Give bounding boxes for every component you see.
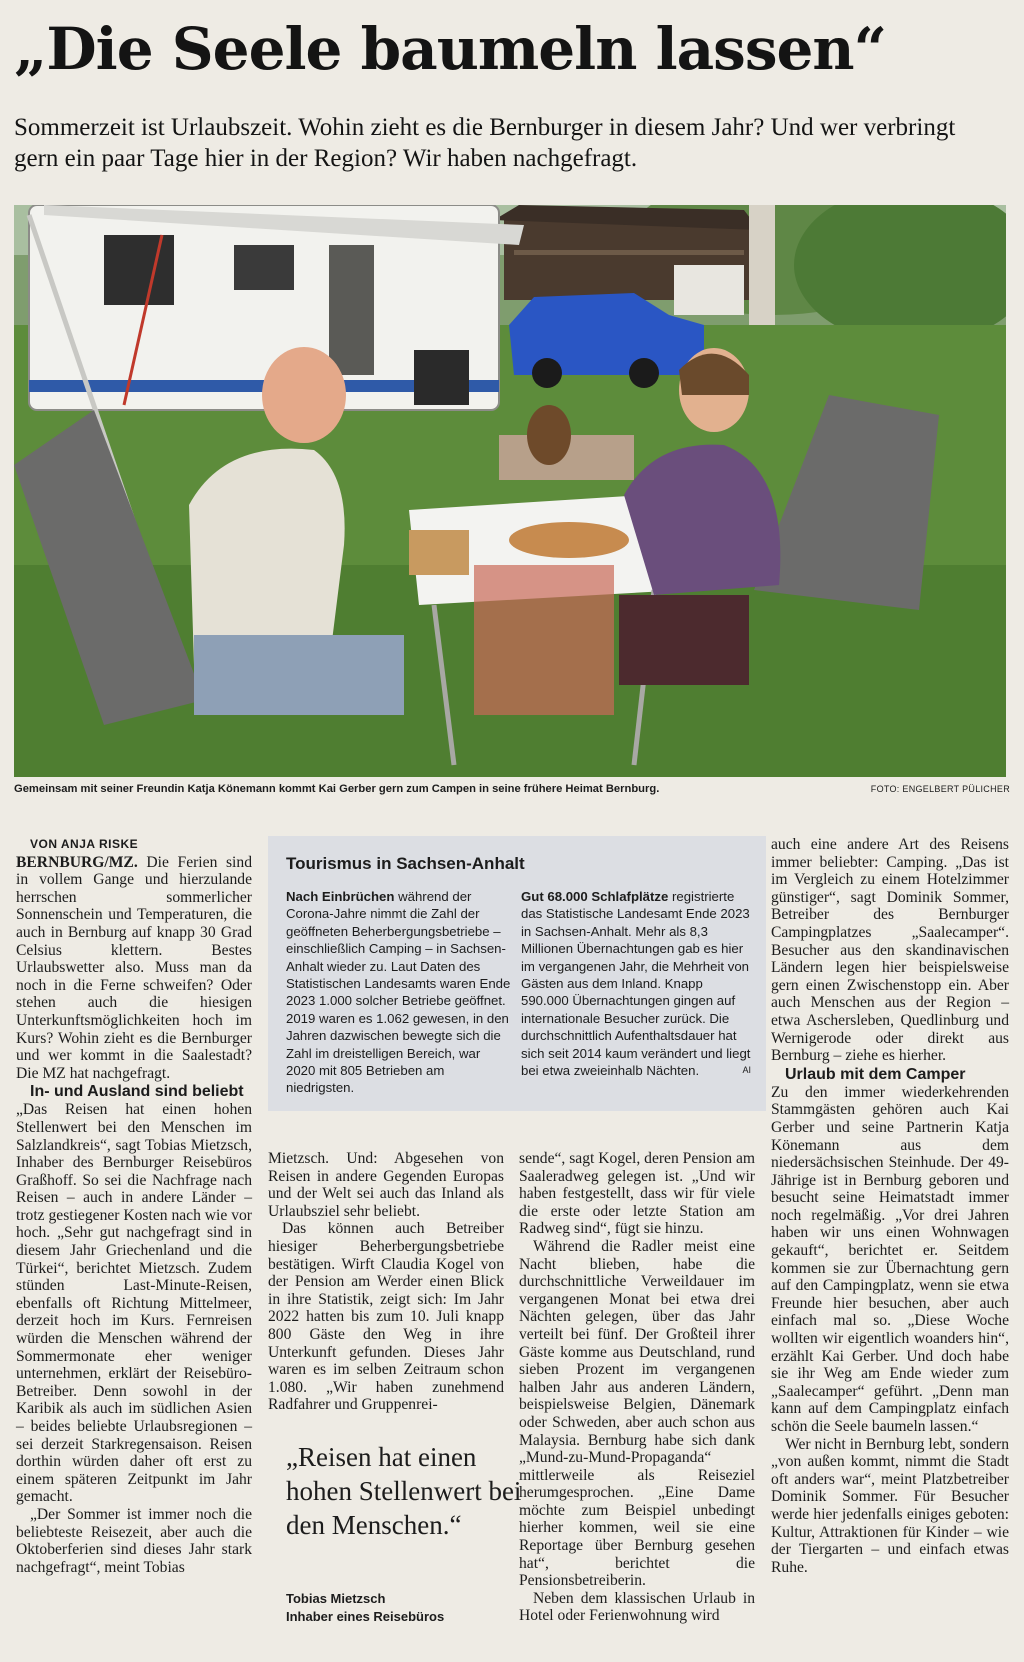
column-2 <box>268 1150 504 1414</box>
column-4 <box>771 836 1009 1576</box>
paragraph <box>16 854 252 1083</box>
pull-quote: „Reisen hat einen hohen Stellenwert bei den Menschen.“ <box>286 1442 522 1540</box>
subheading: Urlaub mit dem Camper <box>785 1065 966 1083</box>
photo-caption: Gemeinsam mit seiner Freundin Katja Könemann kommt Kai Gerber gern zum Campen in seine frühere Heimat Bernburg. <box>14 783 660 795</box>
info-lead: Nach Einbrüchen <box>286 889 395 904</box>
quote-attribution <box>286 1590 444 1626</box>
paragraph: Mietzsch. Und: Abgesehen von Reisen in andere Gegenden Europas und der Welt sei auch das Inland als Urlaubsziel sehr beliebt. <box>268 1150 504 1220</box>
paragraph: auch eine andere Art des Reisens immer beliebter: Camping. „Das ist im Vergleich zu einem Hotelzimmer günstiger“, sagt Dominik Sommer, Betreiber des Bernburger Campingplatzes „Saalecamper“. Besucher aus den skandinavischen Ländern legen hier beispielsweise gern einen Zwischenstopp ein. Aber auch Menschen aus der Region – etwa Aschersleben, Quedlinburg und Wernigerode oder direkt aus Bernburg – ziehe es hierher. <box>771 836 1009 1065</box>
quote-role: Inhaber eines Reisebüros <box>286 1609 445 1624</box>
dateline: BERNBURG/MZ. <box>16 853 138 871</box>
article-photo <box>14 205 1006 777</box>
subheadline: Sommerzeit ist Urlaubszeit. Wohin zieht es die Bernburger in diesem Jahr? Und wer verbringt gern ein paar Tage hier in der Region? Wir haben nachgefragt. <box>14 114 956 172</box>
info-text: registrierte das Statistische Landesamt Ende 2023 in Sachsen-Anhalt. Mehr als 8,3 Millionen Übernachtungen gab es hier im vergangenen Jahr, die Mehrheit von Gästen aus dem Inland. Knapp 590.000 Übernachtungen gingen auf internationale Besucher zurück. Die durchschnittlich Aufenthaltsdauer hat sich seit 2014 kaum verändert und liegt bei etwa zweieinhalb Nächten. <box>521 889 751 1079</box>
paragraph: Zu den immer wiederkehrenden Stammgästen gehören auch Kai Gerber und seine Partnerin Katja Könemann aus dem niedersächsischen Steinhude. Der 49-Jährige ist in Bernburg geboren und besucht seine Heimatstadt immer noch regelmäßig. „Vor drei Jahren haben wir uns einen Wohnwagen gekauft“, berichtet er. Seitdem kommen sie zur Übernachtung gern auf den Campingplatz, wenn sie etwa Freunde hier besuchen, aber auch einfach mal so. „Diese Woche wollten wir eigentlich woanders hin“, erzählt Kai Gerber. Und doch habe sie ihr Weg am Ende wieder zum „Saalecamper“ geführt. „Denn man kann auf dem Campingplatz einfach schön die Seele baumeln lassen.“ <box>771 1083 1009 1435</box>
paragraph: „Der Sommer ist immer noch die beliebteste Reisezeit, aber auch die Oktoberferien sind dieses Jahr stark nachgefragt“, meint Tobias <box>16 1505 252 1576</box>
quote-name: Tobias Mietzsch <box>286 1591 386 1606</box>
info-box-left <box>286 888 512 1097</box>
info-box-right <box>521 888 751 1079</box>
info-text: während der Corona-Jahre nimmt die Zahl der geöffneten Beherbergungsbetriebe – einschließlich Camping – in Sachsen-Anhalt wieder zu. Laut Daten des Statistischen Landesamts waren Ende 2023 1.000 solcher Betriebe geöffnet. 2019 waren es 1.062 gewesen, in den Jahren dazwischen bewegte sich die Zahl im dreistelligen Bereich, war 2020 mit 805 Betrieben am niedrigsten. <box>286 889 511 1096</box>
headline: „Die Seele baumeln lassen“ <box>14 15 886 83</box>
paragraph: sende“, sagt Kogel, deren Pension am Saaleradweg gelegen ist. „Und wir haben festgestellt, dass wir für viele die erste oder letzte Station am Radweg sind“, fügt sie hinzu. <box>519 1150 756 1238</box>
byline: VON ANJA RISKE <box>30 837 139 851</box>
photo-credit: FOTO: ENGELBERT PÜLICHER <box>870 784 1010 794</box>
info-box-title: Tourismus in Sachsen-Anhalt <box>286 854 525 873</box>
paragraph: „Das Reisen hat einen hohen Stellenwert bei den Menschen im Salzlandkreis“, sagt Tobias Mietzsch, Inhaber des Bernburger Reisebüros Graßhoff. So sei die Nachfrage nach Reisen – auch in andere Länder – trotz gestiegener Kosten nach wie vor hoch. „Sehr gut nachgefragt sind in diesem Jahr Griechenland und die Türkei“, berichtet Mietzsch. Zudem stünden Last-Minute-Reisen, ebenfalls oft Richtung Mittelmeer, derzeit hoch im Kurs. Fernreisen würden die Menschen während der Sommermonate eher weniger unternehmen, erklärt der Reisebüro-Betreiber. Denn sowohl in der Karibik als auch im südlichen Asien – beides beliebte Urlaubsregionen – sei derzeit Starkregensaison. Reisen dorthin würden daher oft erst zu einem späteren Zeitpunkt im Jahr gemacht. <box>16 1101 252 1506</box>
column-3 <box>519 1150 755 1625</box>
paragraph: Wer nicht in Bernburg lebt, sondern „von außen kommt, nimmt die Stadt oft anders war“, meint Platzbetreiber Dominik Sommer. Für Besucher werde hier jedenfalls einiges geboten: Kultur, Attraktionen für Kinder – wie der Tiergarten – und einfach etwas Ruhe. <box>771 1435 1009 1576</box>
paragraph-text: Die Ferien sind in vollem Gange und hierzulande herrschen sommerlicher Sonnenschein und Temperaturen, die auch in Bernburg auf knapp 30 Grad Celsius klettern. Bestes Urlaubswetter also. Muss man da noch in die Ferne schweifen? Oder stehen auch die hiesigen Unterkunftsmöglichkeiten hoch im Kurs? Wohin zieht es die Bernburger und wer kommt in die Saalestadt? Die MZ hat nachgefragt. <box>16 853 252 1082</box>
info-lead: Gut 68.000 Schlafplätze <box>521 889 669 904</box>
paragraph: Während die Radler meist eine Nacht blieben, habe die durchschnittliche Verweildauer im vergangenen Monat bei etwa drei Nächten gelegen, über das Jahr verteilt bei fünf. Der Großteil ihrer Gäste komme aus Deutschland, rund sieben Prozent im vergangenen halben Jahr aus anderen Ländern, beispielsweise Belgien, Dänemark oder Schweden, aber auch schon aus Malaysia. Bernburg habe sich dank „Mund-zu-Mund-Propaganda“ mittlerweile als Reiseziel herumgesprochen. „Eine Dame möchte zum Beispiel unbedingt hierher kommen, weil sie eine Reportage über Bernburg gesehen hat“, berichtet die Pensionsbetreiberin. <box>519 1237 755 1590</box>
column-1 <box>16 836 252 1576</box>
subheading: In- und Ausland sind beliebt <box>30 1083 244 1101</box>
info-author: AI <box>742 1065 751 1076</box>
paragraph: Das können auch Betreiber hiesiger Beherbergungsbetriebe bestätigen. Wirft Claudia Kogel von der Pension am Werder einen Blick in ihre Statistik, zeigt sich: Im Jahr 2022 hatten bis zum 10. Juli knapp 800 Gäste den Weg in ihre Unterkunft gefunden. Dieses Jahr waren es im selben Zeitraum schon 1.080. „Wir haben zunehmend Radfahrer und Gruppenrei- <box>268 1220 504 1414</box>
paragraph: Neben dem klassischen Urlaub in Hotel oder Ferienwohnung wird <box>519 1589 755 1625</box>
